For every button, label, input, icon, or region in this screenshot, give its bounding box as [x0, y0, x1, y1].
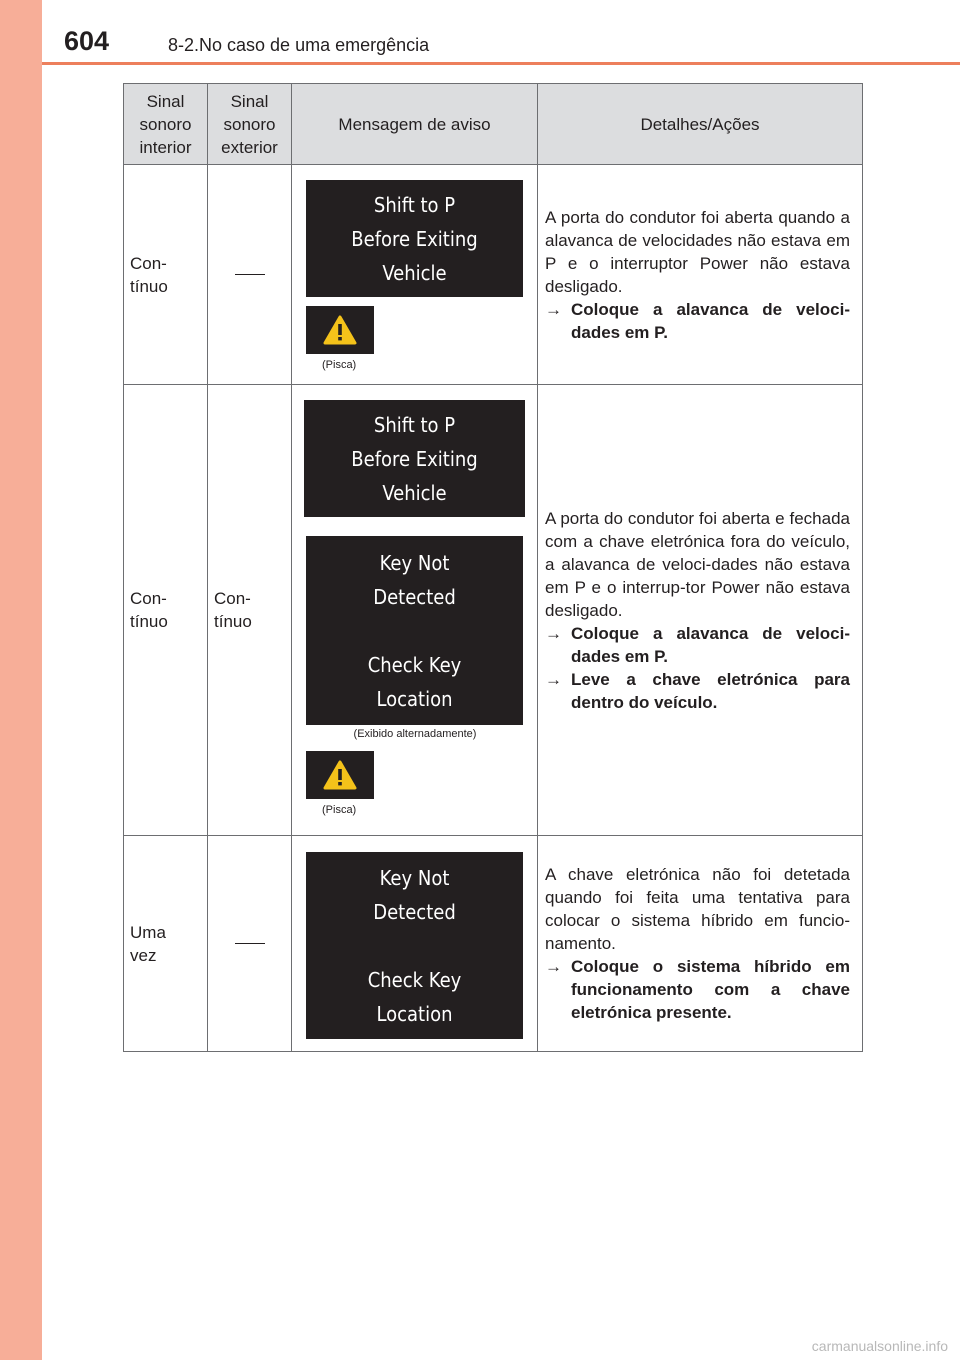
display-line: Check Key: [367, 652, 462, 677]
dash-none: [235, 274, 265, 275]
cell-interior: [124, 836, 208, 1052]
section-title: 8-2.No caso de uma emergência: [168, 35, 430, 55]
header-interior-buzzer: [124, 84, 208, 165]
display-line: Location: [376, 1001, 453, 1026]
display-message-alternate: [306, 536, 523, 725]
interior-value: Con- tínuo: [130, 589, 168, 631]
cell-exterior: [208, 385, 292, 836]
arrow-icon: →: [545, 623, 562, 643]
header-rule: [42, 62, 960, 65]
action-item: [545, 955, 850, 1024]
cell-interior: [124, 165, 208, 385]
display-line: Before Exiting: [351, 226, 478, 251]
cell-message: [292, 165, 538, 385]
header-interior-label: Sinal sonoro interior: [139, 91, 192, 157]
table-row: [124, 836, 863, 1052]
action-item: [545, 298, 850, 344]
display-line: Key Not: [379, 865, 450, 890]
table-row: [124, 385, 863, 836]
arrow-icon: →: [545, 669, 562, 689]
display-message: [306, 180, 523, 297]
display-line: Vehicle: [382, 480, 447, 505]
alternate-caption: (Exibido alternadamente): [353, 728, 477, 740]
cell-details: [538, 165, 863, 385]
cell-interior: [124, 385, 208, 836]
display-message: [306, 852, 523, 1039]
arrow-icon: →: [545, 299, 562, 319]
warning-table: [123, 83, 863, 1052]
display-line: Detected: [373, 584, 456, 609]
display-line: Shift to P: [373, 412, 456, 437]
warning-triangle-icon: [306, 751, 374, 799]
page-header: [42, 22, 960, 62]
header-details: Detalhes/Ações: [538, 84, 863, 165]
details-text: A porta do condutor foi aberta quando a alavanca de velocidades não estava em P e o interruptor Power não estava desligado.: [545, 207, 850, 296]
side-color-band: [0, 0, 42, 1360]
cell-exterior: [208, 165, 292, 385]
display-line: Check Key: [367, 967, 462, 992]
action-item: [545, 622, 850, 668]
interior-value: Con- tínuo: [130, 253, 168, 296]
details-text: A porta do condutor foi aberta e fechada com a chave eletrónica fora do veículo, a alavanca de veloci-dades não estava em P e o interrup-tor Power não estava desligado.: [545, 508, 850, 620]
interior-value: Uma vez: [130, 922, 166, 965]
cell-message: [292, 385, 538, 836]
table-row: [124, 165, 863, 385]
display-gap: [306, 614, 523, 648]
display-line: Key Not: [379, 550, 450, 575]
display-line: Before Exiting: [351, 446, 478, 471]
action-item: [545, 668, 850, 714]
header-message: Mensagem de aviso: [292, 84, 538, 165]
exterior-value: Con- tínuo: [214, 589, 252, 631]
cell-details: [538, 836, 863, 1052]
warning-triangle-icon: [306, 306, 374, 354]
action-text: Coloque a alavanca de veloci-dades em P.: [571, 299, 850, 342]
display-message: [304, 400, 525, 517]
cell-details: [538, 385, 863, 836]
cell-exterior: [208, 836, 292, 1052]
header-exterior-label: Sinal sonoro exterior: [221, 91, 278, 157]
action-text: Coloque a alavanca de veloci-dades em P.: [571, 623, 850, 666]
cell-message: [292, 836, 538, 1052]
icon-caption: (Pisca): [322, 804, 357, 816]
display-line: Vehicle: [382, 260, 447, 285]
details-text: A chave eletrónica não foi detetada quando foi feita uma tentativa para colocar o sistema híbrido em funcio-namento.: [545, 865, 850, 953]
dash-none: [235, 943, 265, 944]
arrow-icon: →: [545, 957, 562, 976]
action-text: Leve a chave eletrónica para dentro do veículo.: [571, 669, 850, 712]
display-gap: [306, 929, 523, 963]
display-line: Shift to P: [373, 192, 456, 217]
table-header-row: [124, 84, 863, 165]
action-text: Coloque o sistema híbrido em funcionamento com a chave eletrónica presente.: [571, 957, 850, 1022]
display-line: Location: [376, 686, 453, 711]
icon-caption: (Pisca): [322, 359, 357, 371]
header-exterior-buzzer: [208, 84, 292, 165]
footer-watermark: carmanualsonline.info: [811, 1338, 948, 1354]
page-number: 604: [64, 26, 110, 56]
display-line: Detected: [373, 899, 456, 924]
